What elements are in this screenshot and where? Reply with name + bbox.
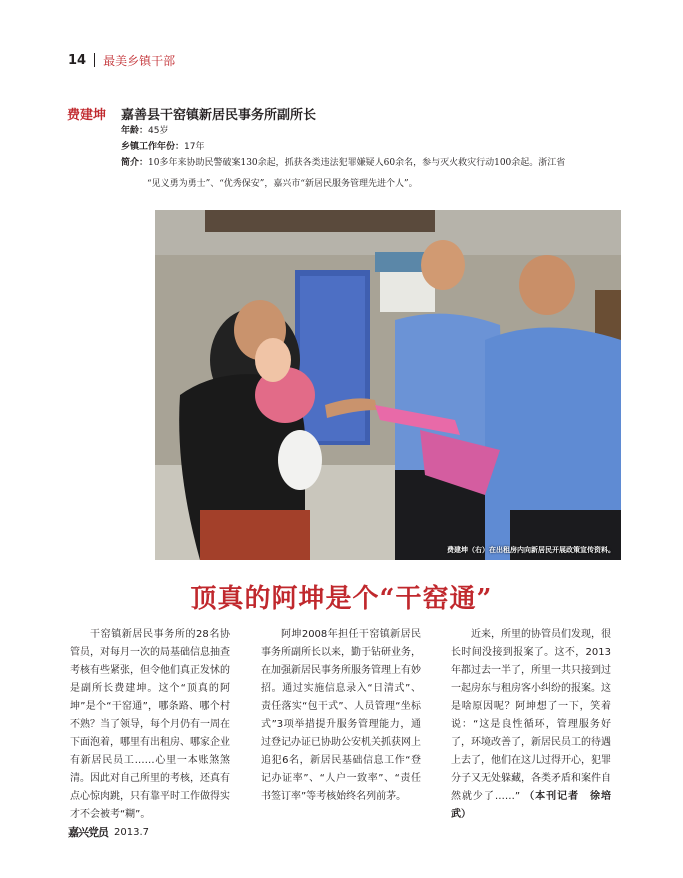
article-column-1 bbox=[70, 626, 230, 824]
intro-text-line2: “见义勇为勇士”、“优秀保安”，嘉兴市“新居民服务管理先进个人”。 bbox=[147, 179, 418, 189]
age-label: 年龄： bbox=[121, 126, 149, 136]
profile-title: 嘉善县干窑镇新居民事务所副所长 bbox=[121, 108, 317, 123]
header-divider bbox=[94, 53, 95, 67]
intro-text-line1: 10多年来协助民警破案130余起，抓获各类违法犯罪嫌疑人60余名，参与灭火救灾行动100余起。浙江省 bbox=[148, 158, 566, 168]
article-byline: （本刊记者 徐培武） bbox=[451, 791, 611, 820]
article-column-3 bbox=[451, 626, 611, 824]
column-2-text: 阿坤2008年担任干窑镇新居民事务所副所长以来，勤于钻研业务，在加强新居民事务所服务管理上有妙招。通过实施信息录入“日清式”、责任落实“包干式”、人员管理“坐标式”3项举措提升服务管理能力，通过登记办证已协助公安机关抓获网上追犯6名，新居民基础信息工作“登记办证率”、“人户一致率”、“责任书签订率”等考核始终名列前茅。 bbox=[261, 629, 421, 802]
article-headline: 顶真的阿坤是个“干窑通” bbox=[190, 584, 493, 614]
photo-caption: 费建坤（右）在出租房内向新居民开展政策宣传资料。 bbox=[447, 546, 615, 554]
column-1-text: 干窑镇新居民事务所的28名协管员，对每月一次的局基础信息抽查考核有些紧张，但令他们真正发怵的是副所长费建坤。这个“顶真的阿坤”是个“干窑通”，哪条路、哪个村不熟？当了领导，每个月仍有一周在下面泡着，哪里有出租房、哪家企业有新居民员工……心里一本账煞煞清。因此对自己所里的考核，还真有点心惊肉跳，只有靠平时工作做得实才不会被考“糊”。 bbox=[70, 629, 230, 820]
section-title: 最美乡镇干部 bbox=[103, 53, 176, 68]
magazine-logo: 嘉兴党员 bbox=[68, 826, 108, 839]
column-3-body: 近来，所里的协管员们发现，很长时间没接到报案了。这不，2013年都过去一半了，所里一共只接到过一起房东与租房客小纠纷的报案。这是啥原因呢？阿坤想了一下，笑着说：“这是良性循环，管理服务好了，环境改善了，新居民员工的待遇上去了，他们在这儿过得开心，犯罪分子又无处躲藏，各类矛盾和案件自然就少了……” bbox=[451, 629, 611, 802]
page-footer bbox=[68, 824, 149, 840]
profile-age bbox=[121, 125, 168, 137]
article-photo bbox=[155, 210, 621, 560]
age-value: 45岁 bbox=[148, 126, 169, 136]
column-3-text bbox=[451, 626, 611, 824]
profile-intro bbox=[121, 157, 591, 169]
profile-name: 费建坤 bbox=[67, 108, 107, 123]
profile-years bbox=[121, 141, 204, 153]
article-column-2 bbox=[261, 626, 421, 806]
photo-illustration bbox=[155, 210, 621, 560]
years-label: 乡镇工作年份： bbox=[121, 142, 185, 152]
issue-number: 2013.7 bbox=[114, 826, 149, 838]
years-value: 17年 bbox=[184, 142, 205, 152]
page-number: 14 bbox=[68, 52, 87, 68]
intro-label: 简介： bbox=[121, 158, 149, 168]
page-header bbox=[68, 50, 175, 70]
